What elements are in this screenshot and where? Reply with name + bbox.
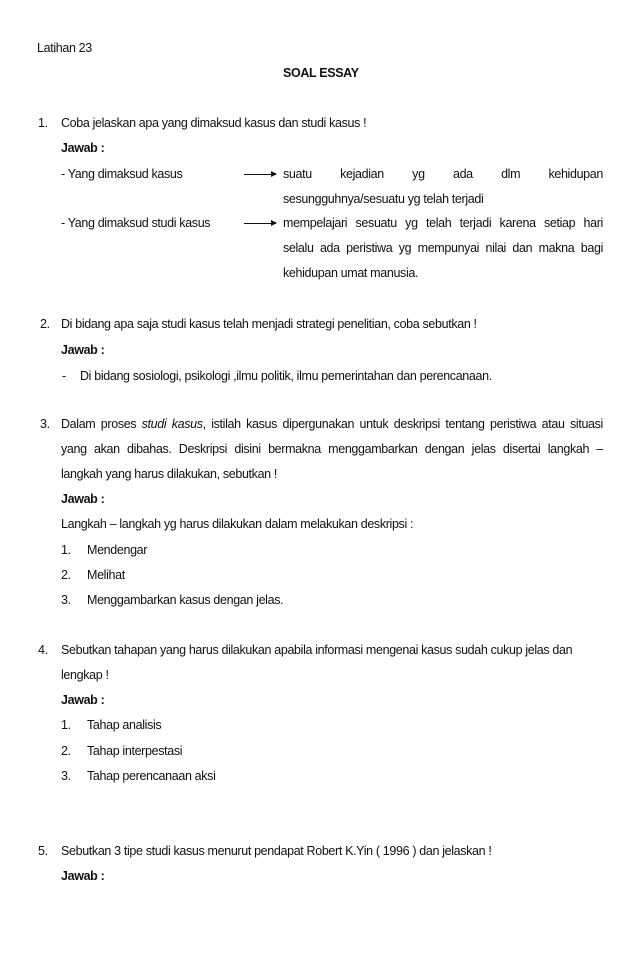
q1-term-studi-kasus: - Yang dimaksud studi kasus [61,216,211,230]
q3-question-line1 [61,416,603,432]
q3-question-line2: yang akan dibahas. Deskripsi disini bermakna menggambarkan dengan jelas disertai langkah – [61,442,603,456]
q5-answer-label: Jawab : [61,869,105,883]
q5-number: 5. [38,844,48,858]
q3-q-part1: Dalam proses [61,417,142,431]
q1-def-studi-line2: selalu ada peristiwa yg mempunyai nilai dan makna bagi [283,241,603,255]
q4-item-text: Tahap interpestasi [87,744,183,758]
q1-number: 1. [38,116,48,130]
q2-bullet: - [62,369,66,383]
q3-answer-intro: Langkah – langkah yg harus dilakukan dalam melakukan deskripsi : [61,517,414,531]
exercise-label: Latihan 23 [37,41,92,55]
q3-q-part2: , istilah kasus dipergunakan untuk deskripsi tentang peristiwa atau situasi [202,417,603,431]
arrow-right-icon [244,223,276,224]
q2-answer: Di bidang sosiologi, psikologi ,ilmu politik, ilmu pemerintahan dan perencanaan. [80,369,492,383]
q3-item-text: Menggambarkan kasus dengan jelas. [87,593,284,607]
q3-item-text: Melihat [87,568,125,582]
q1-def-studi-line3: kehidupan umat manusia. [283,266,419,280]
q3-item-text: Mendengar [87,543,148,557]
q3-item-number: 3. [61,593,71,607]
q4-item-number: 1. [61,718,71,732]
q1-def-kasus-line2: sesungguhnya/sesuatu yg telah terjadi [283,192,484,206]
q1-question: Coba jelaskan apa yang dimaksud kasus dan studi kasus ! [61,116,367,130]
q3-number: 3. [40,417,50,431]
q1-answer-label: Jawab : [61,141,105,155]
q3-q-italic: studi kasus [141,417,203,431]
page-title: SOAL ESSAY [283,66,359,80]
q4-question-line1: Sebutkan tahapan yang harus dilakukan apabila informasi mengenai kasus sudah cukup jelas dan [61,643,573,657]
q1-term-kasus: - Yang dimaksud kasus [61,167,183,181]
q5-question: Sebutkan 3 tipe studi kasus menurut pendapat Robert K.Yin ( 1996 ) dan jelaskan ! [61,844,492,858]
q3-question-line3: langkah yang harus dilakukan, sebutkan ! [61,467,278,481]
q4-item-text: Tahap analisis [87,718,162,732]
q1-def-studi-line1: mempelajari sesuatu yg telah terjadi karena setiap hari [283,216,603,230]
q4-item-number: 2. [61,744,71,758]
q1-def-kasus-line1: suatu kejadian yg ada dlm kehidupan [283,167,603,181]
q4-question-line2: lengkap ! [61,668,109,682]
q4-answer-label: Jawab : [61,693,105,707]
q2-answer-label: Jawab : [61,343,105,357]
q4-item-text: Tahap perencanaan aksi [87,769,216,783]
q2-number: 2. [40,317,50,331]
q3-answer-label: Jawab : [61,492,105,506]
arrow-right-icon [244,174,276,175]
q3-item-number: 2. [61,568,71,582]
q3-item-number: 1. [61,543,71,557]
q4-number: 4. [38,643,48,657]
q2-question: Di bidang apa saja studi kasus telah menjadi strategi penelitian, coba sebutkan ! [61,317,477,331]
q4-item-number: 3. [61,769,71,783]
